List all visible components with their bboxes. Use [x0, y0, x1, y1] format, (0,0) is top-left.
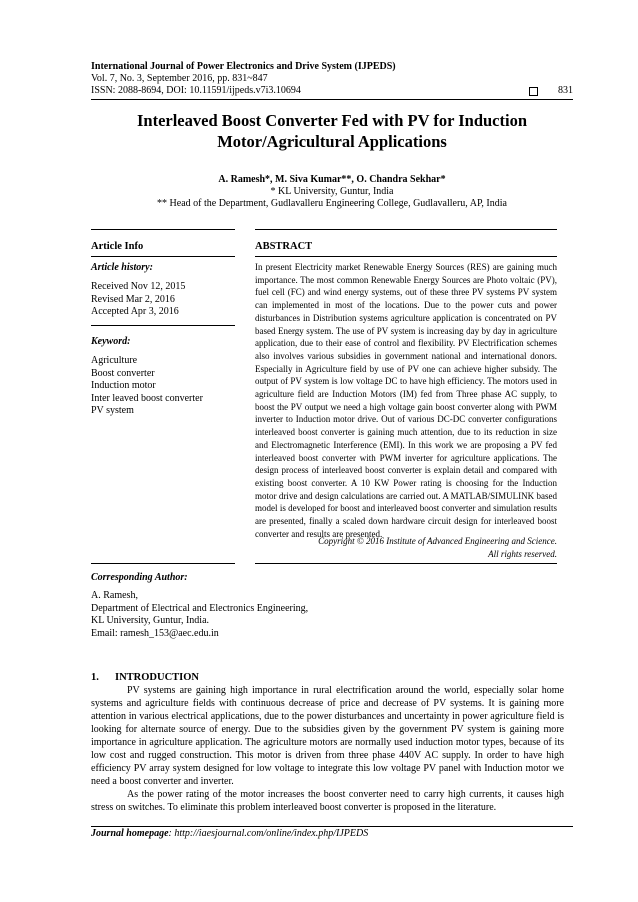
corresponding-heading: Corresponding Author:: [91, 572, 188, 583]
keyword-item: Induction motor: [91, 380, 156, 391]
corresponding-university: KL University, Guntur, India.: [91, 615, 210, 626]
section-title: INTRODUCTION: [115, 672, 200, 683]
abstract-top-rule: [255, 229, 557, 230]
abstract-rule: [255, 256, 557, 257]
article-info-top-rule: [91, 229, 235, 230]
article-info-rule: [91, 256, 235, 257]
affiliation-1: * KL University, Guntur, India: [270, 186, 394, 197]
article-history-list: [91, 281, 251, 319]
paper-title: Interleaved Boost Converter Fed with PV for Induction Motor/Agricultural Applications: [136, 111, 528, 151]
author-block: [91, 174, 573, 210]
abstract-heading: ABSTRACT: [255, 241, 313, 252]
introduction-body: [91, 684, 564, 814]
copyright-line-2: All rights reserved.: [488, 548, 557, 559]
corresponding-department: Department of Electrical and Electronics Engineering,: [91, 602, 309, 614]
homepage-label: Journal homepage: [91, 828, 169, 839]
keyword-item: Agriculture: [91, 355, 138, 366]
journal-issn-line: [91, 85, 573, 98]
page-number-group: [529, 85, 573, 98]
keyword-item: Inter leaved boost converter: [91, 392, 203, 404]
abstract-bottom-rule: [255, 563, 557, 564]
homepage-url[interactable]: : http://iaesjournal.com/online/index.php/IJPEDS: [168, 828, 369, 839]
author-names: A. Ramesh*, M. Siva Kumar**, O. Chandra Sekhar*: [218, 174, 446, 185]
journal-volume: Vol. 7, No. 3, September 2016, pp. 831~847: [91, 73, 268, 84]
journal-homepage: [91, 828, 368, 839]
copyright-line-1: Copyright © 2016 Institute of Advanced Engineering and Science.: [318, 536, 557, 546]
paragraph: As the power rating of the motor increases the boost converter need to carry high currents, it causes high stress on switches. To eliminate this problem interleaved boost converter is proposed in the literature.: [91, 789, 564, 813]
page-number: 831: [558, 85, 573, 96]
keyword-item: Boost converter: [91, 367, 155, 379]
footer-rule: [91, 826, 573, 827]
journal-name: International Journal of Power Electronics and Drive System (IJPEDS): [91, 61, 396, 72]
corresponding-email: Email: ramesh_153@aec.edu.in: [91, 627, 219, 639]
history-rule: [91, 325, 235, 326]
section-number: 1.: [91, 672, 99, 683]
history-revised: Revised Mar 2, 2016: [91, 293, 175, 305]
corresponding-name: A. Ramesh,: [91, 590, 138, 601]
keyword-item: PV system: [91, 405, 134, 416]
affiliation-2: ** Head of the Department, Gudlavalleru Engineering College, Gudlavalleru, AP, India: [157, 198, 507, 209]
section-heading-introduction: [91, 672, 199, 683]
checkbox-square-icon: [529, 87, 538, 96]
paragraph: PV systems are gaining high importance in rural electrification around the world, especially solar home systems and agriculture fields with continuous decrease of price and decrease of PV systems. It is gaining more attention in various electrical applications, due to the power disturbances and uncertainty in power agriculture field is looking for alternate source of energy. Due to the subsidies given by the government PV system is gaining more importance in agriculture application. The agriculture motors are normally used induction motor types, because of its low cost and rugged construction. This motor is driven from three phase 440V AC supply. In order to have high efficiency PV array system designed for low voltage to integrate this low voltage PV panel with Induction motor we need a boost converter and inverter.: [91, 685, 564, 787]
header-rule: [91, 99, 573, 100]
issn-doi: ISSN: 2088-8694, DOI: 10.11591/ijpeds.v7i3.10694: [91, 85, 301, 96]
article-history-heading: Article history:: [91, 262, 153, 273]
corresponding-left-rule: [91, 563, 235, 564]
copyright-notice: [255, 535, 557, 560]
abstract-text: In present Electricity market Renewable Energy Sources (RES) are gaining much importance. The most common Renewable Energy Sources are Photo voltaic (PV), fuel cell (FC) and wind energy systems, out of these three PV systems PV system can implemented in most of the locations. Due to the power cuts and power disturbances in Distribution systems agriculture application is concentrated on PV based Energy system. The use of PV system is increasing day by day in agriculture application, due to their ease of control and flexibility. PV Electrification schemes also involves various subsidies in government national and international donors. Especially in Agriculture field by use of PV one can achieve higher subsidy. The output of PV system is low voltage DC to have high efficiency. The motors used in agriculture field are Induction Motors (IM) fed from Three phase AC supply, to boost the PV output we need a high voltage gain boost converter along with PWM inverter to Induction motor drive. Out of various DC-DC converter configurations interleaved boost converter is gaining much attention, due to its reduction in size and Electromagnetic Interference (EMI). In this work we are proposing a PV fed interleaved boost converter with PWM inverter for agriculture applications. The design process of interleaved boost converter is explain detail and compared with existing boost converter. A 10 KW Power rating is choosing for the Induction motor drive and design calculations are carried out. A MATLAB/SIMULINK based model is developed for boost and interleaved boost converter and simulation results are presented, finally a scaled down hardware circuit design for interleaved boost converter and results are presented.: [255, 262, 557, 539]
article-info-heading: Article Info: [91, 241, 144, 252]
history-accepted: Accepted Apr 3, 2016: [91, 306, 179, 317]
keyword-list: [91, 355, 251, 418]
keyword-heading: Keyword:: [91, 336, 131, 347]
corresponding-author: [91, 590, 491, 640]
history-received: Received Nov 12, 2015: [91, 281, 186, 292]
